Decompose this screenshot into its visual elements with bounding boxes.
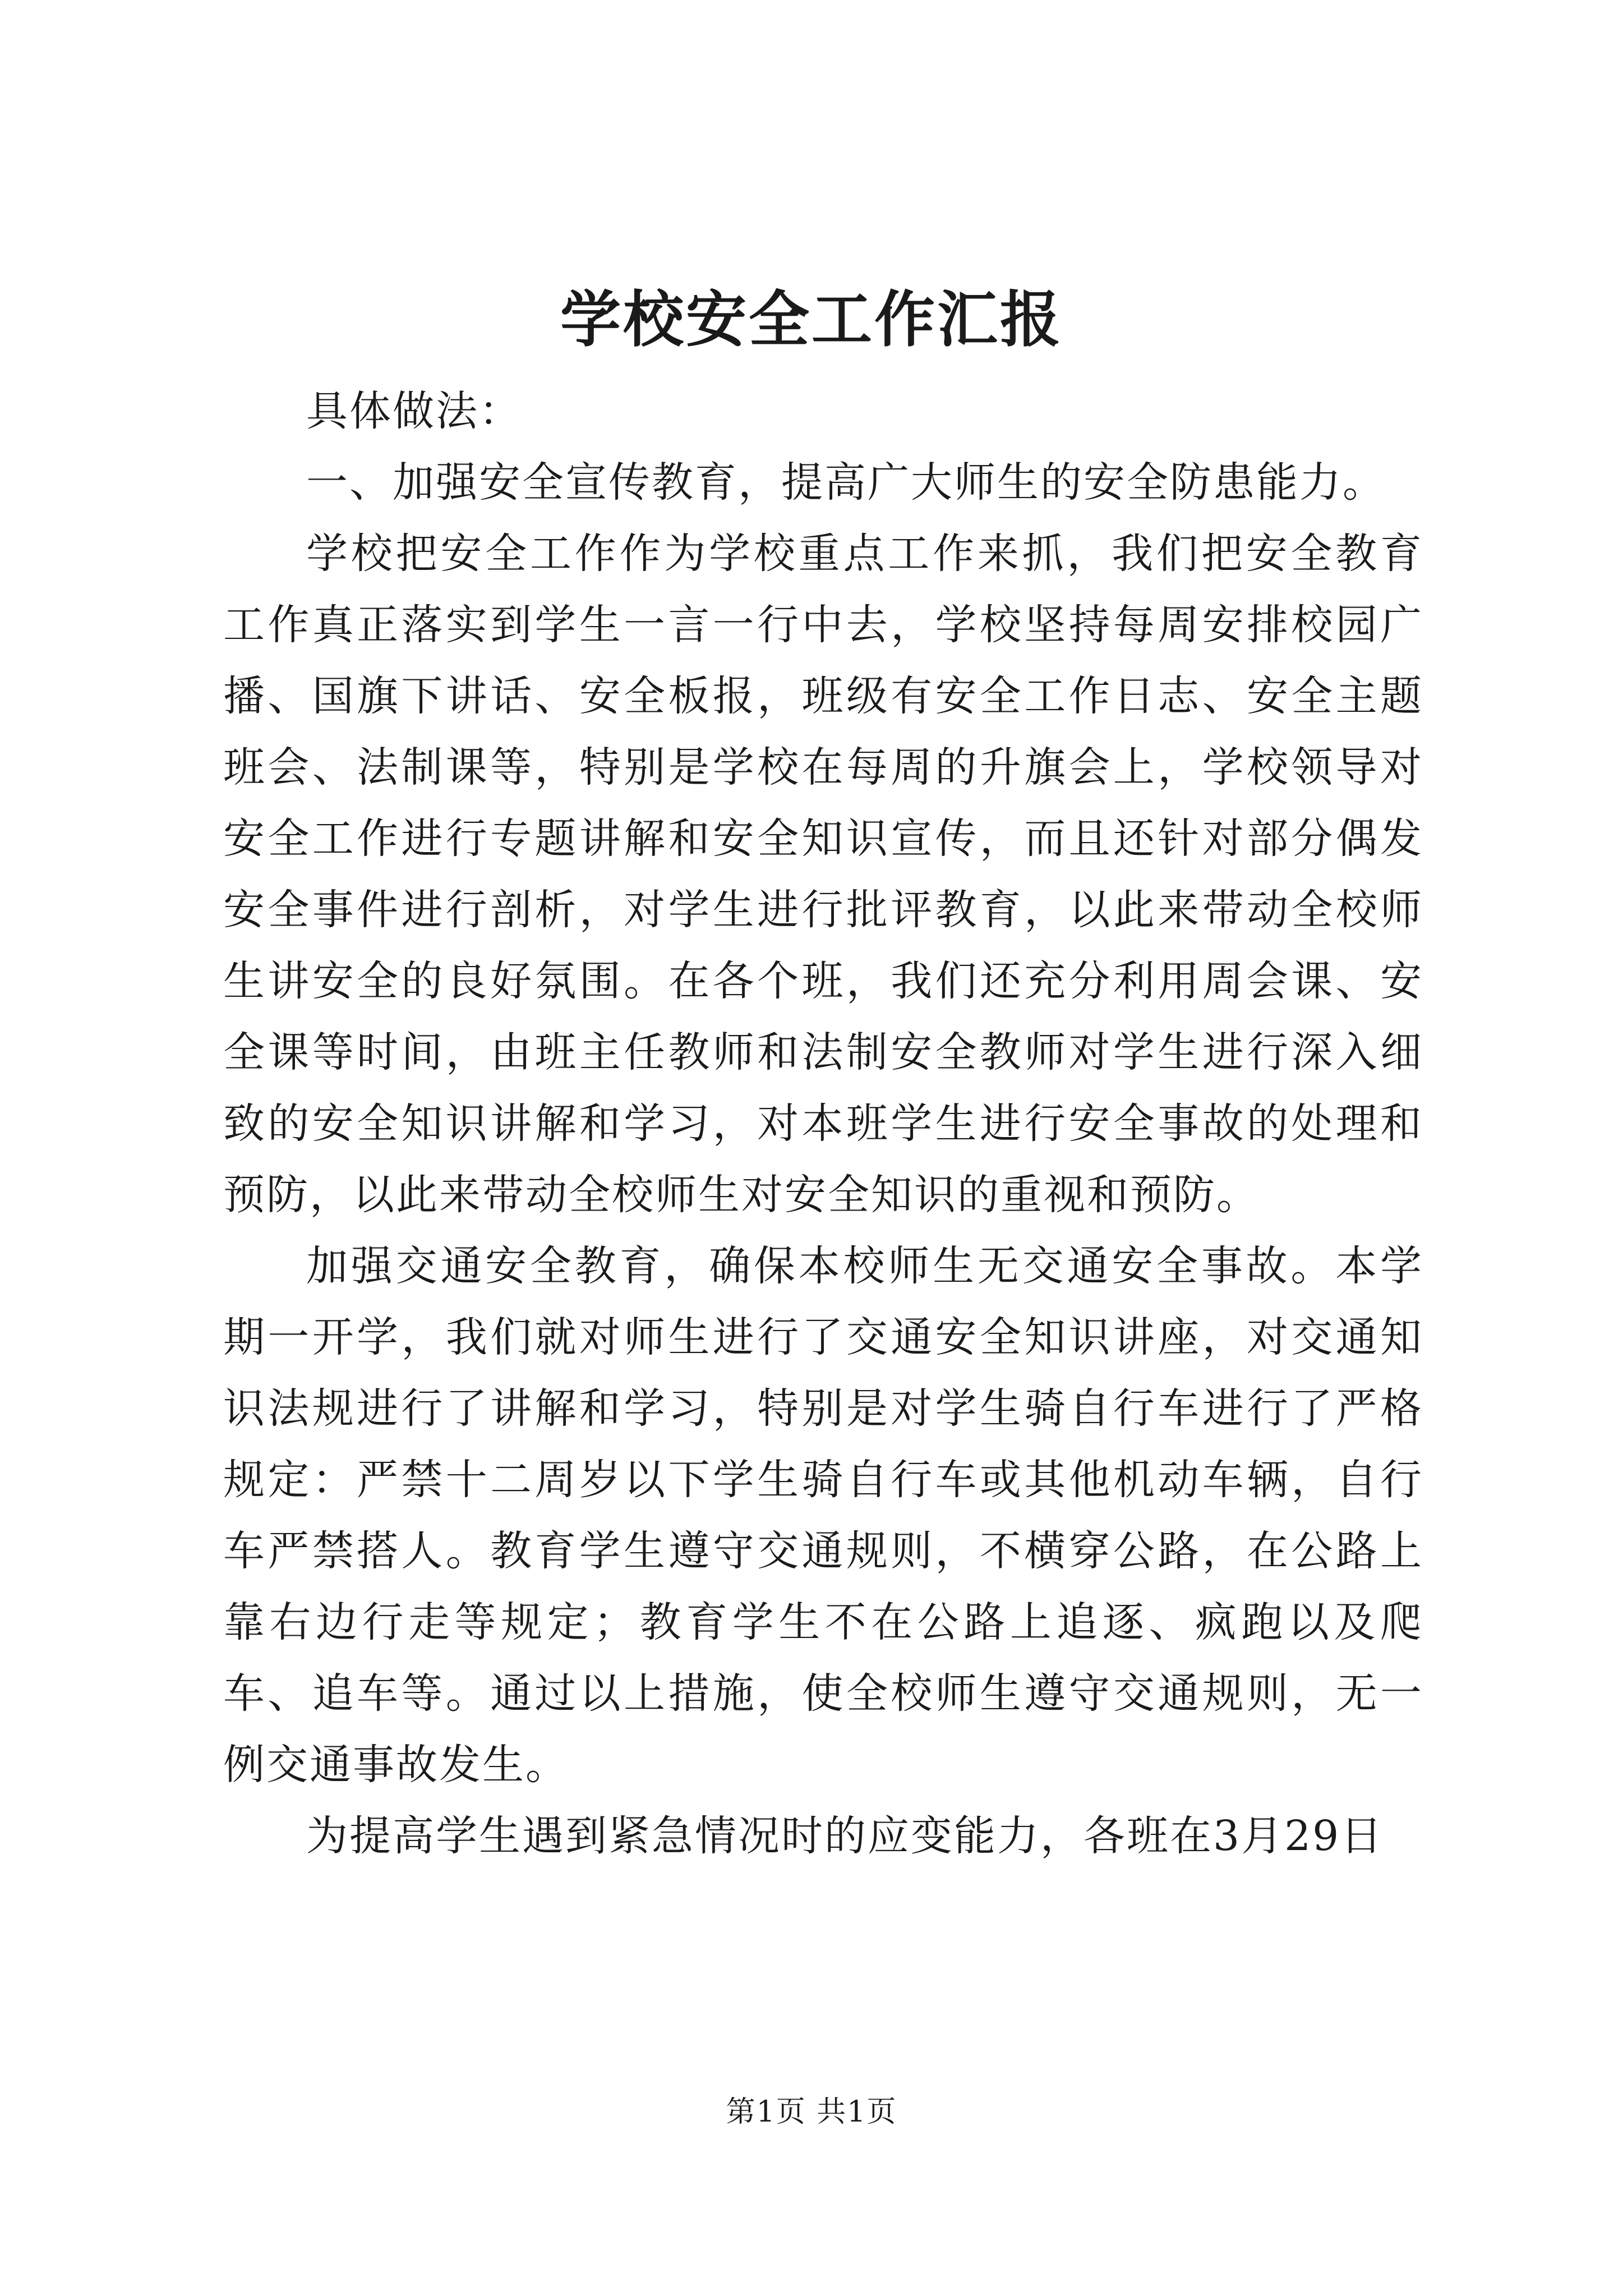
paragraph-emergency-drill: 为提高学生遇到紧急情况时的应变能力，各班在3月29日 <box>306 1812 1384 1860</box>
paragraph-traffic-safety: 加强交通安全教育，确保本校师生无交通安全事故。本学期一开学，我们就对师生进行了交通安全知识讲座，对交通知识法规进行了讲解和学习，特别是对学生骑自行车进行了严格规定：严禁十二周岁以下学生骑自行车或其他机动车辆，自行车严禁搭人。教育学生遵守交通规则，不横穿公路，在公路上靠右边行走等规定；教育学生不在公路上追逐、疯跑以及爬车、追车等。通过以上措施，使全校师生遵守交通规则，无一例交通事故发生。 <box>223 1242 1423 1789</box>
paragraph-safety-education: 学校把安全工作作为学校重点工作来抓，我们把安全教育工作真正落实到学生一言一行中去，学校坚持每周安排校园广播、国旗下讲话、安全板报，班级有安全工作日志、安全主题班会、法制课等，特别是学校在每周的升旗会上，学校领导对安全工作进行专题讲解和安全知识宣传，而且还针对部分偶发安全事件进行剖析，对学生进行批评教育，以此来带动全校师生讲安全的良好氛围。在各个班，我们还充分利用周会课、安全课等时间，由班主任教师和法制安全教师对学生进行深入细致的安全知识讲解和学习，对本班学生进行安全事故的处理和预防，以此来带动全校师生对安全知识的重视和预防。 <box>223 530 1423 1219</box>
paragraph-section-one-heading: 一、加强安全宣传教育，提高广大师生的安全防患能力。 <box>306 458 1386 507</box>
document-body <box>223 376 1423 1872</box>
page-footer: 第1页 共1页 <box>726 2095 897 2129</box>
document-title: 学校安全工作汇报 <box>560 284 1063 355</box>
paragraph-method-heading: 具体做法： <box>306 387 522 435</box>
